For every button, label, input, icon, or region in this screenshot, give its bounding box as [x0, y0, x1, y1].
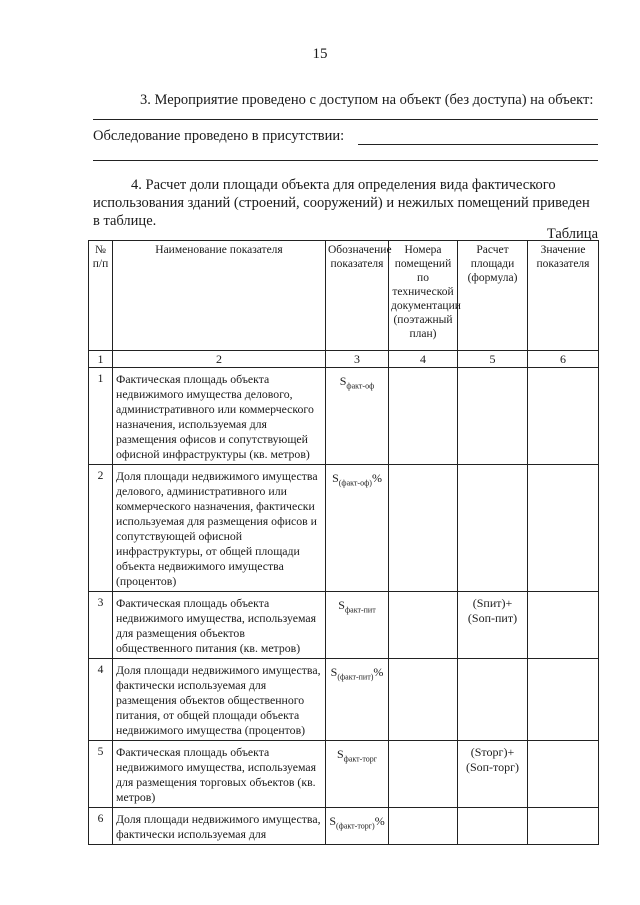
item-4-line-1: 4. Расчет доли площади объекта для определения вида фактического [131, 177, 556, 193]
table-row [89, 592, 599, 659]
item-3-fill-line [93, 119, 598, 120]
survey-label: Обследование проведено в присутствии: [93, 128, 345, 144]
des-sub: (факт-пит) [337, 672, 374, 682]
item-4-line-2: использования зданий (строений, сооружений) и нежилых помещений приведен [93, 195, 590, 211]
des-sub: факт-пит [344, 605, 376, 615]
header-name: Наименование показателя [113, 241, 326, 351]
item-3-text: 3. Мероприятие проведено с доступом на объект (без доступа) на объект: [140, 92, 594, 108]
des-main: S [338, 598, 345, 612]
header-room-numbers: Номера помещений по технической документации (поэтажный план) [389, 241, 458, 351]
table-row [89, 659, 599, 741]
index-cell: 6 [528, 351, 599, 368]
row-num: 5 [89, 741, 113, 808]
item-4-line-3: в таблице. [93, 213, 157, 229]
row-designation [326, 808, 389, 845]
index-cell: 5 [458, 351, 528, 368]
des-main: S [330, 665, 338, 679]
survey-fill-line-2 [93, 160, 598, 161]
page-number: 15 [312, 46, 328, 62]
survey-fill-line-1 [358, 144, 598, 145]
indicator-table [88, 240, 599, 845]
des-main: S [332, 471, 339, 485]
index-cell: 1 [89, 351, 113, 368]
row-num: 6 [89, 808, 113, 845]
row-value [528, 659, 599, 741]
row-designation [326, 592, 389, 659]
row-formula [458, 368, 528, 465]
column-index-row [89, 351, 599, 368]
row-name: Доля площади недвижимого имущества, фактически используемая для [113, 808, 326, 845]
row-num: 2 [89, 465, 113, 592]
index-cell: 4 [389, 351, 458, 368]
des-sub: (факт-торг) [336, 821, 375, 831]
row-designation [326, 659, 389, 741]
row-name: Доля площади недвижимого имущества, фактически используемая для размещения объектов общественного питания, от общей площади объекта недвижимого имущества (процентов) [113, 659, 326, 741]
table-row [89, 808, 599, 845]
row-name: Фактическая площадь объекта недвижимого имущества, используемая для размещения объектов общественного питания (кв. метров) [113, 592, 326, 659]
row-value [528, 465, 599, 592]
row-designation [326, 465, 389, 592]
row-num: 3 [89, 592, 113, 659]
table-row [89, 741, 599, 808]
des-sub: (факт-оф) [338, 478, 372, 488]
row-room-numbers [389, 368, 458, 465]
row-num: 4 [89, 659, 113, 741]
row-value [528, 592, 599, 659]
index-cell: 3 [326, 351, 389, 368]
des-sub: факт-оф [346, 381, 375, 391]
row-value [528, 808, 599, 845]
row-name: Фактическая площадь объекта недвижимого имущества делового, административного или коммерческого назначения, используемая для размещения офисов и сопутствующей офисной инфраструктуры (кв. метров) [113, 368, 326, 465]
row-formula [458, 808, 528, 845]
row-room-numbers [389, 808, 458, 845]
row-designation [326, 368, 389, 465]
table-header-row [89, 241, 599, 351]
des-sub: факт-торг [343, 754, 378, 764]
table-row [89, 465, 599, 592]
des-main: S [339, 374, 347, 388]
row-formula [458, 465, 528, 592]
row-value [528, 368, 599, 465]
row-formula: (Sторг)+ (Sоп-торг) [458, 741, 528, 808]
row-room-numbers [389, 592, 458, 659]
des-suffix: % [374, 814, 385, 828]
index-cell: 2 [113, 351, 326, 368]
header-value: Значение показателя [528, 241, 599, 351]
row-formula [458, 659, 528, 741]
des-main: S [329, 814, 336, 828]
row-formula: (Sпит)+ (Sоп-пит) [458, 592, 528, 659]
row-designation [326, 741, 389, 808]
row-room-numbers [389, 659, 458, 741]
header-formula: Расчет площади (формула) [458, 241, 528, 351]
row-room-numbers [389, 465, 458, 592]
row-value [528, 741, 599, 808]
row-num: 1 [89, 368, 113, 465]
row-name: Доля площади недвижимого имущества делового, административного или коммерческого назначения, фактически используемая для размещения офисов и сопутствующей офисной инфраструктуры, от общей площади объекта недвижимого имущества (процентов) [113, 465, 326, 592]
header-designation: Обозначение показателя [326, 241, 389, 351]
des-main: S [336, 747, 344, 761]
item-4-paragraph [93, 176, 598, 230]
des-suffix: % [373, 665, 384, 679]
table-caption: Таблица [546, 226, 598, 242]
table-row [89, 368, 599, 465]
row-name: Фактическая площадь объекта недвижимого имущества, используемая для размещения торговых объектов (кв. метров) [113, 741, 326, 808]
row-room-numbers [389, 741, 458, 808]
header-num: № п/п [89, 241, 113, 351]
des-suffix: % [371, 471, 382, 485]
